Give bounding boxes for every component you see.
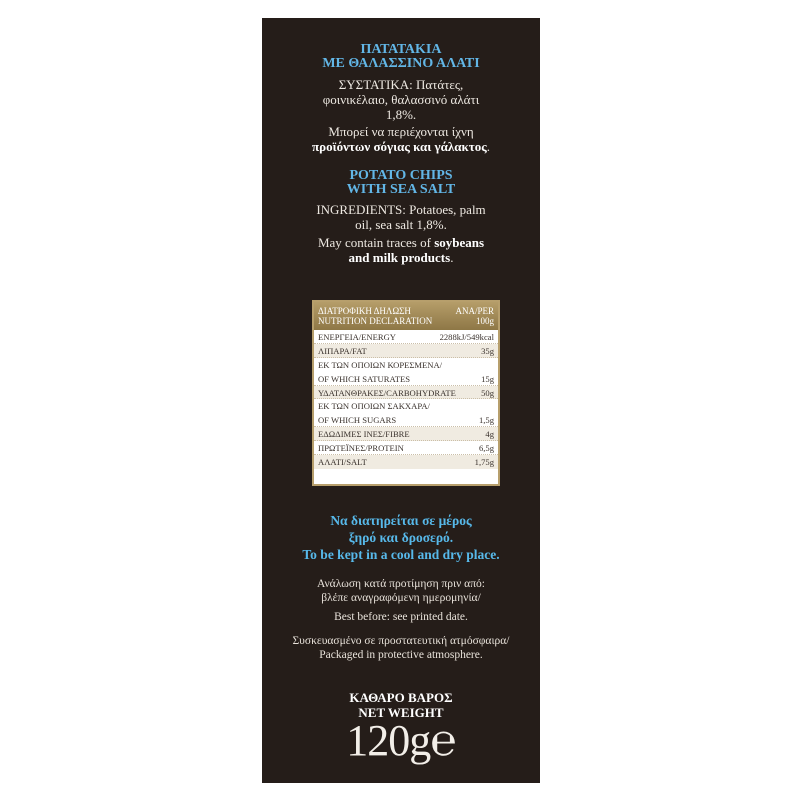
nutrition-row-label: ΕΝΕΡΓΕΙΑ/ENERGY <box>318 332 397 342</box>
nutrition-row <box>314 413 498 427</box>
nutrition-row-label: ΥΔΑΤΑΝΘΡΑΚΕΣ/CARBOHYDRATE <box>318 387 456 398</box>
storage-greek-line2: ξηρό και δροσερό. <box>348 530 454 545</box>
nutrition-table-header <box>314 302 498 330</box>
nutrition-header-right-line2: 100g <box>476 316 494 326</box>
english-allergen-line1 <box>262 235 540 250</box>
english-allergen-prefix: May contain traces of <box>317 235 435 250</box>
greek-title <box>262 43 540 71</box>
greek-allergen-line2 <box>262 139 540 154</box>
greek-allergen-bold: προϊόντων σόγιας και γάλακτος <box>312 139 487 154</box>
packaging-line2: Packaged in protective atmosphere. <box>319 649 483 661</box>
net-weight-label-english: NET WEIGHT <box>358 705 444 720</box>
nutrition-row-label: OF WHICH SATURATES <box>318 373 410 384</box>
nutrition-header-left-line1: ΔΙΑΤΡΟΦΙΚΗ ΔΗΛΩΣΗ <box>318 306 411 316</box>
nutrition-row <box>314 455 498 469</box>
greek-ingredients-line3: 1,8%. <box>385 107 417 122</box>
nutrition-row-value: 6,5g <box>478 443 494 454</box>
storage-greek-line1: Να διατηρείται σε μέρος <box>330 513 472 528</box>
english-allergen-line2 <box>262 250 540 265</box>
best-before-line3: Best before: see printed date. <box>334 611 468 623</box>
nutrition-header-left <box>318 306 432 326</box>
nutrition-row-value: 15g <box>481 373 494 384</box>
english-ingredients-line1: INGREDIENTS: Potatoes, palm <box>316 202 486 217</box>
english-allergen-bold1: soybeans <box>434 235 485 250</box>
english-allergen <box>262 235 540 265</box>
nutrition-row <box>314 330 498 344</box>
nutrition-row-label: ΕΚ ΤΩΝ ΟΠΟΙΩΝ ΣΑΚΧΑΡΑ/ <box>318 401 430 412</box>
nutrition-row-label: ΕΚ ΤΩΝ ΟΠΟΙΩΝ ΚΟΡΕΣΜΕΝΑ/ <box>318 359 443 370</box>
greek-ingredients-line2: φοινικέλαιο, θαλασσινό αλάτι <box>322 92 480 107</box>
best-before-line2: βλέπε αναγραφόμενη ημερομηνία/ <box>321 592 481 604</box>
storage-instructions <box>262 512 540 563</box>
storage-english: To be kept in a cool and dry place. <box>302 547 500 562</box>
nutrition-row-value: 50g <box>481 387 494 398</box>
nutrition-row-label: ΠΡΩΤΕΪΝΕΣ/PROTEIN <box>318 443 404 454</box>
english-allergen-bold2: and milk products <box>348 250 451 265</box>
english-ingredients <box>262 202 540 232</box>
packaging-line1: Συσκευασμένο σε προστατευτική ατμόσφαιρα/ <box>292 635 510 647</box>
nutrition-row-value: 35g <box>481 345 494 356</box>
nutrition-row-value: 2288kJ/549kcal <box>439 332 494 342</box>
nutrition-row-label: OF WHICH SUGARS <box>318 415 397 426</box>
greek-allergen <box>262 124 540 154</box>
nutrition-row-value: 1,75g <box>474 457 494 468</box>
nutrition-header-right-line1: ΑΝΑ/PER <box>455 306 494 316</box>
net-weight-value: 120g℮ <box>346 716 456 765</box>
english-allergen-end: . <box>450 250 454 265</box>
nutrition-header-right <box>455 306 494 326</box>
best-before-line1: Ανάλωση κατά προτίμηση πριν από: <box>317 578 485 590</box>
nutrition-row-value: 1,5g <box>478 415 494 426</box>
best-before <box>262 577 540 624</box>
nutrition-row-value: 4g <box>485 429 494 440</box>
net-weight-label-greek: ΚΑΘΑΡΟ ΒΑΡΟΣ <box>349 690 453 705</box>
english-title <box>262 169 540 197</box>
english-ingredients-line2: oil, sea salt 1,8%. <box>355 217 447 232</box>
greek-allergen-line1: Μπορεί να περιέχονται ίχνη <box>328 124 474 139</box>
greek-title-line1: ΠΑΤΑΤΑΚΙΑ <box>360 42 442 57</box>
nutrition-row-label: ΛΙΠΑΡΑ/FAT <box>318 345 367 356</box>
greek-allergen-end: . <box>486 139 490 154</box>
nutrition-table <box>312 300 500 486</box>
nutrition-row-label: ΕΔΩΔΙΜΕΣ ΙΝΕΣ/FIBRE <box>318 429 410 440</box>
english-title-line1: POTATO CHIPS <box>349 168 453 183</box>
nutrition-row <box>314 344 498 358</box>
nutrition-row <box>314 427 498 441</box>
greek-ingredients-line1: ΣΥΣΤΑΤΙΚΑ: Πατάτες, <box>338 77 464 92</box>
nutrition-row-label: ΑΛΑΤΙ/SALT <box>318 457 367 468</box>
english-title-line2: WITH SEA SALT <box>346 182 456 197</box>
nutrition-row <box>314 372 498 386</box>
nutrition-row <box>314 399 498 413</box>
nutrition-header-left-line2: NUTRITION DECLARATION <box>318 316 433 326</box>
greek-ingredients <box>262 77 540 122</box>
nutrition-row <box>314 441 498 455</box>
packaging-note <box>262 634 540 662</box>
label-panel <box>262 18 540 783</box>
greek-title-line2: ΜΕ ΘΑΛΑΣΣΙΝΟ ΑΛΑΤΙ <box>322 56 480 71</box>
nutrition-row <box>314 358 498 372</box>
nutrition-row <box>314 386 498 400</box>
